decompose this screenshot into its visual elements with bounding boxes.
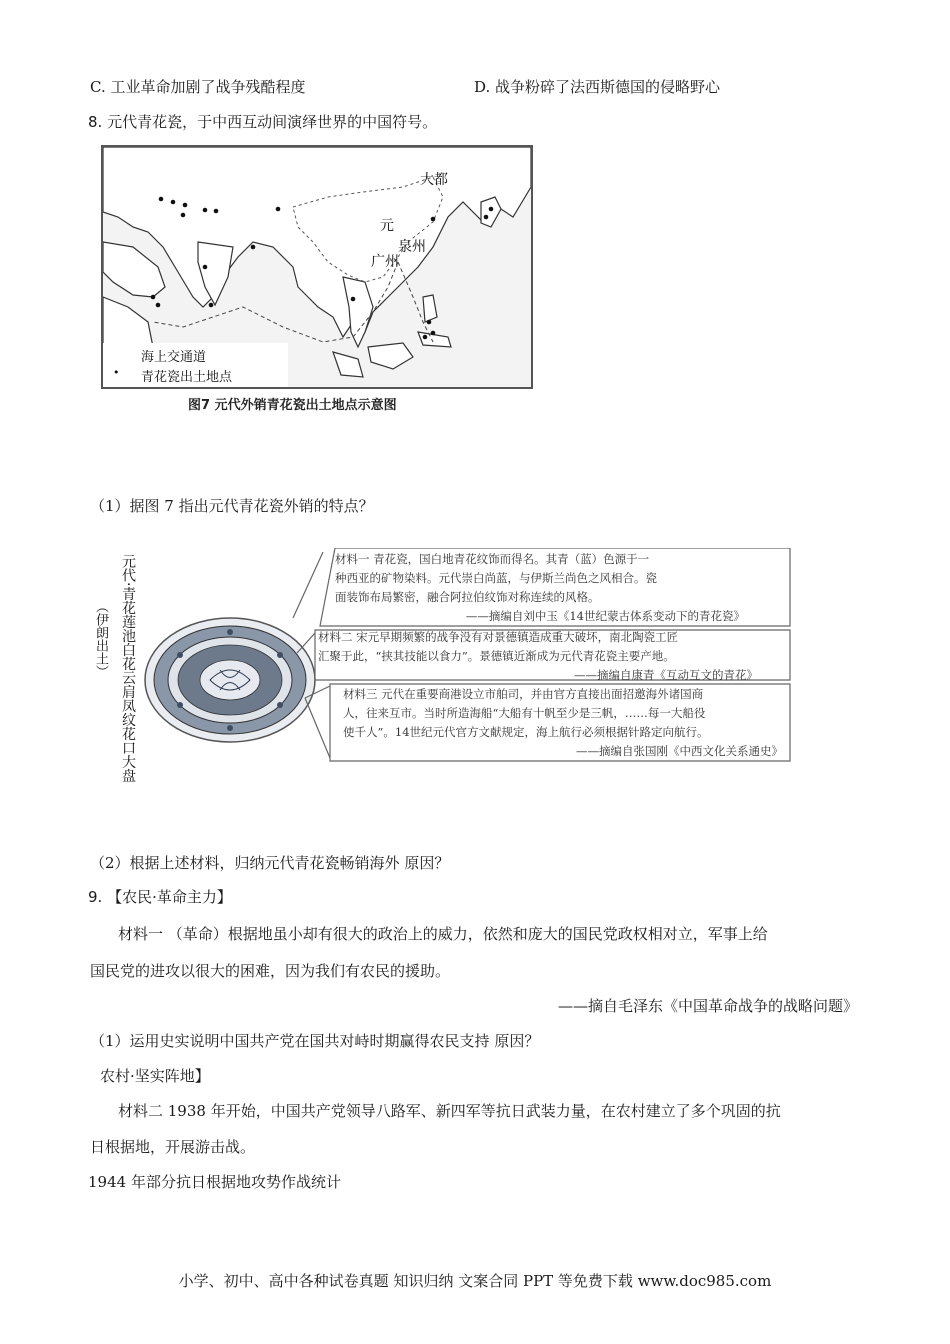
map-figure	[101, 145, 533, 389]
material-source: ——摘编自刘中玉《14世纪蒙古体系变动下的青花瓷》	[465, 609, 745, 623]
page-footer: 小学、初中、高中各种试卷真题 知识归纳 文案合同 PPT 等免费下载 www.doc985.com	[178, 1272, 772, 1290]
heading-text: 【农民·革命主力】	[107, 888, 232, 906]
q9-heading2: 农村·坚实阵地】	[100, 1067, 210, 1085]
site-dot	[171, 200, 176, 205]
q9-material2-line2: 日根据地，开展游击战。	[90, 1138, 256, 1156]
site-dot	[351, 297, 356, 302]
site-dot	[156, 303, 161, 308]
q9-table-title: 1944 年部分抗日根据地攻势作战统计	[88, 1173, 341, 1191]
site-dot	[431, 217, 436, 222]
material-source: ——摘编自张国刚《中西文化关系通史》	[576, 744, 783, 758]
map-legend	[103, 343, 288, 387]
stem-text: 元代青花瓷，于中西互动间演绎世界的中国符号。	[107, 113, 438, 131]
material-line: 材料一 青花瓷，国白地青花纹饰而得名。其青（蓝）色源于一	[335, 552, 650, 566]
material-3	[343, 685, 793, 761]
site-dot	[427, 320, 432, 325]
sumatra-land	[333, 352, 363, 377]
eurasia-land	[103, 147, 531, 337]
material-line: 材料三 元代在重要商港设立市舶司，并由官方直接出面招邀海外诸国商	[343, 687, 704, 701]
label-quanzhou: 泉州	[398, 239, 426, 255]
site-dot	[203, 265, 208, 270]
site-dot	[181, 213, 186, 218]
site-dot	[489, 207, 494, 212]
label-yuan: 元	[380, 218, 394, 234]
site-dot	[423, 335, 428, 340]
material-1	[335, 550, 785, 626]
question-9-heading	[88, 887, 232, 907]
plate-origin: （伊朗出土）	[93, 600, 108, 678]
material-source: ——摘编自康青《互动互文的青花》	[574, 668, 758, 682]
borneo-land	[368, 343, 413, 369]
arabia-land	[103, 242, 165, 297]
site-dot	[203, 208, 208, 213]
material-line: 人，往来互市。当时所造海船“大船有十帆至少是三帆，……每一大船役	[343, 706, 706, 720]
site-dot	[209, 303, 214, 308]
material-line: 材料二 宋元早期频繁的战争没有对景德镇造成重大破坏，南北陶瓷工匠	[318, 630, 679, 644]
material-2	[318, 628, 788, 685]
site-dot	[431, 331, 436, 336]
material-line: 使千人”。14世纪元代官方文献规定，海上航行必须根据针路定向航行。	[343, 725, 709, 739]
q8-sub1: （1）据图 7 指出元代青花瓷外销的特点？	[90, 497, 374, 515]
label-guangzhou: 广州	[371, 254, 399, 270]
legend-sea-route: 海上交通道	[141, 350, 207, 365]
site-dot	[214, 209, 219, 214]
q9-material1-line1: 材料一 （革命）根据地虽小却有很大的政治上的威力，依然和庞大的国民党政权相对立，军事上给	[118, 925, 768, 943]
question-number: 8.	[88, 113, 103, 131]
material-line: 种西亚的矿物染料。元代崇白尚蓝，与伊斯兰尚色之风相合。瓷	[335, 571, 657, 585]
site-dot	[251, 245, 256, 250]
plate-figure	[90, 548, 790, 813]
legend-excavation-site: 青花瓷出土地点	[141, 370, 233, 385]
material-line: 汇聚于此，“挟其技能以食力”。景德镇近渐成为元代青花瓷主要产地。	[318, 649, 675, 663]
site-dot	[159, 197, 164, 202]
site-dot	[484, 215, 489, 220]
q9-sub1: （1）运用史实说明中国共产党在国共对峙时期赢得农民支持 原因？	[90, 1032, 540, 1050]
question-number: 9.	[88, 888, 103, 906]
label-dadu: 大都	[420, 172, 448, 188]
site-dot	[151, 295, 156, 300]
q9-material1-line2: 国民党的进攻以很大的困难，因为我们有农民的援助。	[90, 962, 451, 980]
option-c: C. 工业革命加剧了战争残酷程度	[90, 78, 306, 96]
option-d: D. 战争粉碎了法西斯德国的侵略野心	[474, 78, 721, 96]
philippines-land	[423, 295, 437, 322]
q9-material2-line1: 材料二 1938 年开始，中国共产党领导八路军、新四军等抗日武装力量，在农村建立了多个巩固的抗	[118, 1102, 781, 1120]
q8-sub2: （2）根据上述材料，归纳元代青花瓷畅销海外 原因？	[90, 854, 450, 872]
legend-dot-icon: •	[113, 366, 120, 379]
map-caption: 图7 元代外销青花瓷出土地点示意图	[188, 398, 397, 413]
site-dot	[183, 203, 188, 208]
site-dot	[276, 207, 281, 212]
plate-caption: 元代·青花莲池白花云肩凤纹花口大盘	[120, 554, 136, 783]
material-line: 面装饰布局繁密，融合阿拉伯纹饰对称连续的风格。	[335, 590, 600, 604]
q9-source1: ——摘自毛泽东《中国革命战争的战略问题》	[557, 997, 858, 1015]
question-8-stem	[88, 112, 437, 132]
